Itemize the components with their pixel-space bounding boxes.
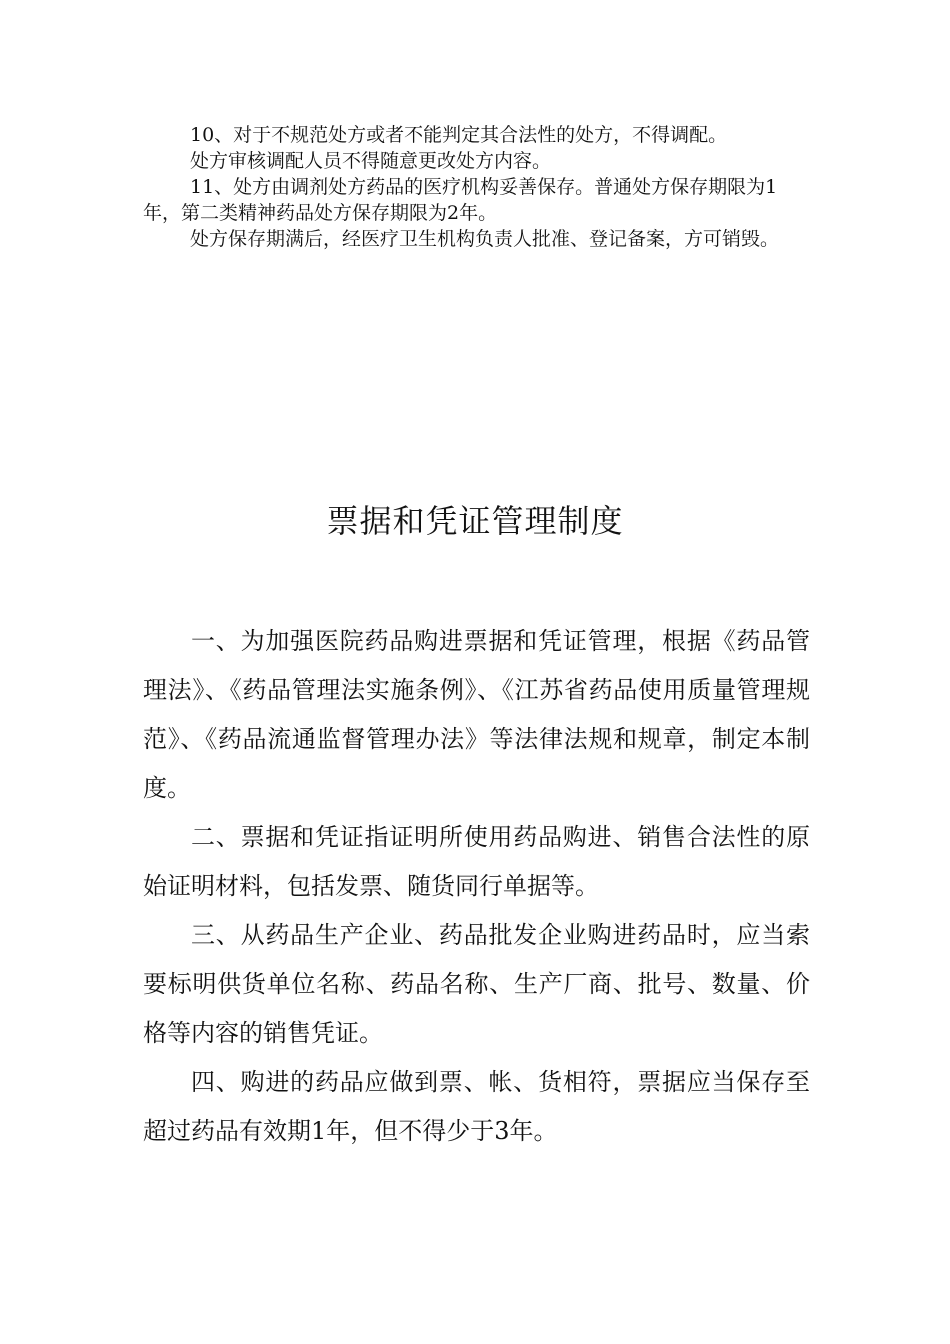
article-3-paragraph: 三、从药品生产企业、药品批发企业购进药品时，应当索要标明供货单位名称、药品名称、生产厂商、批号、数量、价格等内容的销售凭证。	[143, 921, 810, 1047]
rule-10-paragraph: 10、对于不规范处方或者不能判定其合法性的处方，不得调配。	[190, 124, 728, 146]
rule-11-continuation-paragraph: 处方保存期满后，经医疗卫生机构负责人批准、登记备案，方可销毁。	[190, 228, 780, 250]
rule-11-paragraph: 11、处方由调剂处方药品的医疗机构妥善保存。普通处方保存期限为1年，第二类精神药品处方保存期限为2年。	[143, 176, 778, 224]
article-4-paragraph: 四、购进的药品应做到票、帐、货相符，票据应当保存至超过药品有效期1年，但不得少于3年。	[143, 1068, 810, 1145]
article-1-paragraph: 一、为加强医院药品购进票据和凭证管理，根据《药品管理法》、《药品管理法实施条例》、《江苏省药品使用质量管理规范》、《药品流通监督管理办法》等法律法规和规章，制定本制度。	[143, 627, 810, 802]
rule-10-continuation-paragraph: 处方审核调配人员不得随意更改处方内容。	[190, 150, 552, 172]
prescription-rules-section	[143, 122, 808, 252]
page-title: 票据和凭证管理制度	[326, 502, 624, 540]
article-2-paragraph: 二、票据和凭证指证明所使用药品购进、销售合法性的原始证明材料，包括发票、随货同行单据等。	[143, 823, 810, 900]
receipt-management-section	[143, 617, 810, 1156]
